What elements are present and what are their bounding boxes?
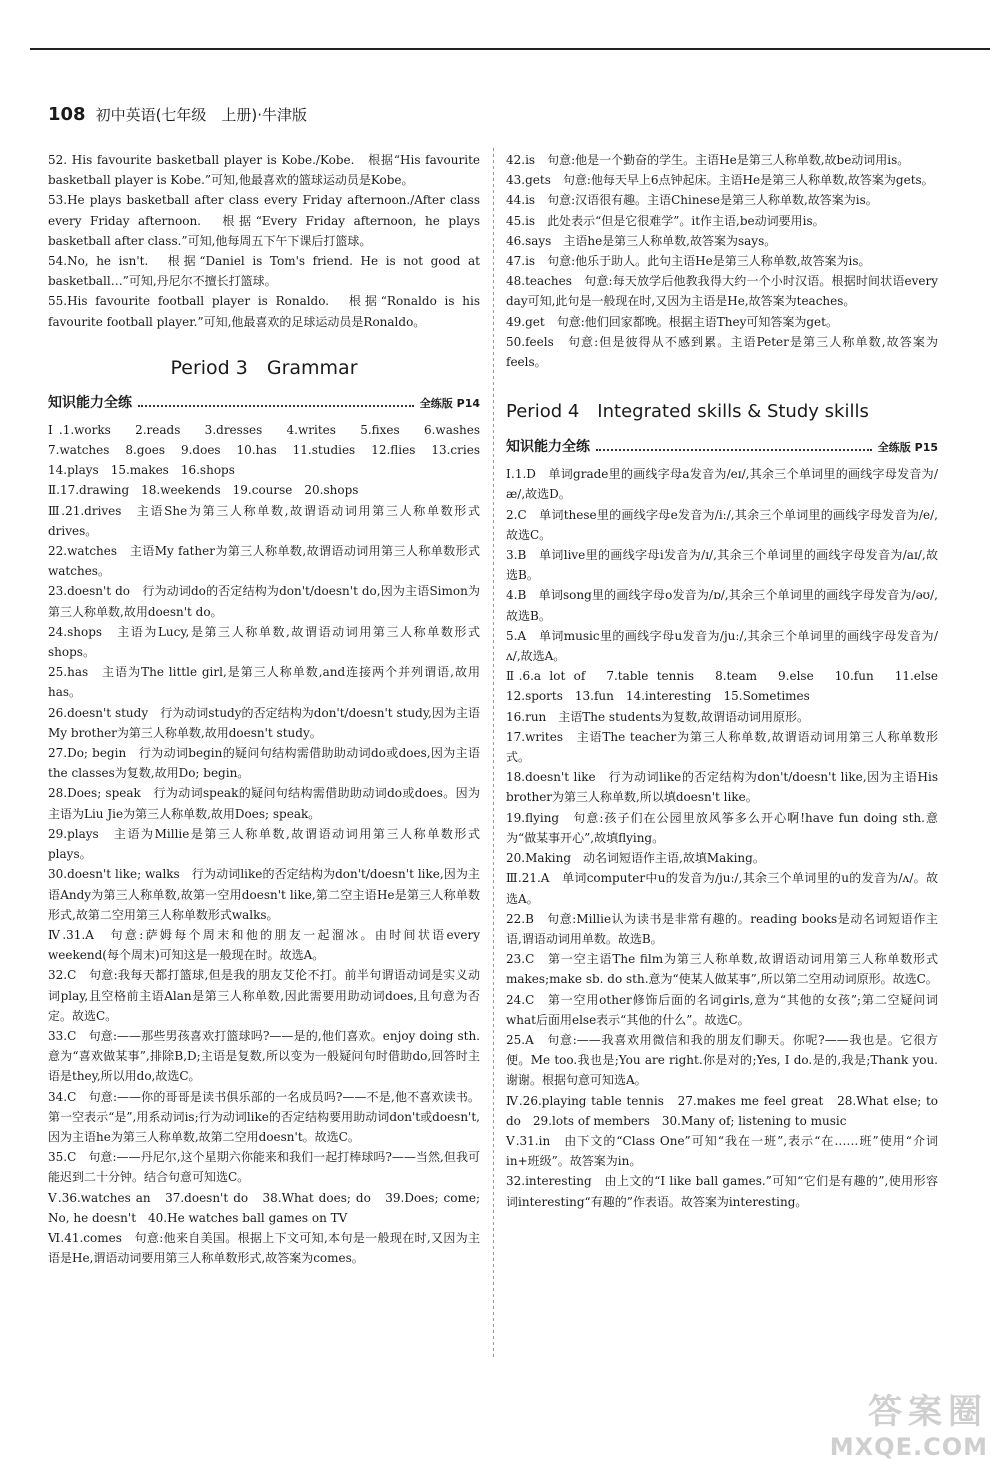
dotted-leader	[596, 439, 872, 451]
answer-paragraph: 25.has 主语为The little girl,是第三人称单数,and连接两个并列谓语,故用has。	[48, 665, 480, 700]
answer-paragraph: 35.C 句意:——丹尼尔,这个星期六你能来和我们一起打棒球吗?——当然,但我可能迟到二十分钟。结合句意可知选C。	[48, 1150, 480, 1185]
answer-paragraph: 53.He plays basketball after class every Friday afternoon./After class every Friday afternoon. 根据“Every Friday afternoon, he plays basketball after class.”可知,他每周五下午下课后打篮球。	[48, 193, 480, 248]
answer-paragraph: 50.feels 句意:但是彼得从不感到累。主语Peter是第三人称单数,故答案为feels。	[506, 334, 938, 370]
period-heading: Period 4 Integrated skills & Study skills	[506, 401, 869, 423]
answer-paragraph: 43.gets 句意:他每天早上6点钟起床。主语He是第三人称单数,故答案为gets。	[506, 173, 934, 188]
answer-paragraph: 23.doesn't do 行为动词do的否定结构为don't/doesn't do,因为主语Simon为第三人称单数,故用doesn't do。	[48, 584, 480, 619]
answer-paragraph: Ⅰ.1.D 单词grade里的画线字母a发音为/eɪ/,其余三个单词里的画线字母发音为/æ/,故选D。	[506, 467, 938, 502]
answer-paragraph: 24.C 第一空用other修饰后面的名词girls,意为“其他的女孩”;第二空疑问词what后面用else表示“其他的什么”。故选C。	[506, 992, 938, 1027]
answer-paragraph: Ⅳ.31.A 句意:萨姆每个周末和他的朋友一起溜冰。由时间状语every weekend(每个周末)可知这是一般现在时。故选A。	[48, 927, 480, 963]
answer-paragraph: 19.flying 句意:孩子们在公园里放风筝多么开心啊!have fun doing sth.意为“做某事开心”,故填flying。	[506, 810, 938, 845]
answer-paragraph: 4.B 单词song里的画线字母o发音为/ɒ/,其余三个单词里的画线字母发音为/əʊ/,故选B。	[506, 588, 938, 623]
answer-paragraph: 54.No, he isn't. 根据“Daniel is Tom's friend. He is not good at basketball…”可知,丹尼尔不擅长打篮球。	[48, 254, 480, 289]
answer-paragraph: 16.run 主语The students为复数,故谓语动词用原形。	[506, 709, 809, 724]
answer-paragraph: Ⅳ.26.playing table tennis 27.makes me feel great 28.What else; to do 29.lots of members 30.Many of; listening to music	[506, 1093, 938, 1128]
answer-paragraph: Ⅰ.1.works 2.reads 3.dresses 4.writes 5.fixes 6.washes 7.watches 8.goes 9.does 10.has 11.studies 12.flies 13.cries 14.plays 15.makes 16.shops	[48, 422, 493, 478]
right-answers	[506, 464, 951, 1212]
answer-paragraph: 47.is 句意:他乐于助人。此句主语He是第三人称单数,故答案为is。	[506, 254, 871, 269]
answer-paragraph: Ⅴ.31.in 由下文的“Class One”可知“我在一班”,表示“在……班”使用“介词in+班级”。故答案为in。	[506, 1133, 938, 1169]
answer-paragraph: 48.teaches 句意:每天放学后他教我得大约一个小时汉语。根据时间状语every day可知,此句是一般现在时,又因为主语是He,故答案为teaches。	[506, 274, 938, 309]
answer-paragraph: 3.B 单词live里的画线字母i发音为/ɪ/,其余三个单词里的画线字母发音为/aɪ/,故选B。	[506, 548, 938, 583]
period-heading: Period 3 Grammar	[170, 356, 358, 379]
answer-paragraph: 18.doesn't like 行为动词like的否定结构为don't/doesn't like,因为主语His brother为第三人称单数,所以填doesn't like。	[506, 770, 938, 805]
watermark-url: MXQE.COM	[829, 1433, 988, 1461]
watermark-logo-text: 答案圈	[868, 1392, 988, 1432]
answer-paragraph: Ⅱ.6.a lot of 7.table tennis 8.team 9.else 10.fun 11.else 12.sports 13.fun 14.interesting 15.Sometimes	[506, 669, 951, 704]
answer-paragraph: 32.C 句意:我每天都打篮球,但是我的朋友艾伦不打。前半句谓语动词是实义动词play,且空格前主语Alan是第三人称单数,因此需要用助动词does,且句意为否定。故选C。	[48, 968, 480, 1023]
answer-paragraph: 26.doesn't study 行为动词study的否定结构为don't/doesn't study,因为主语My brother为第三人称单数,故用doesn't study。	[48, 705, 480, 740]
answer-paragraph: 27.Do; begin 行为动词begin的疑问句结构需借助助动词do或does,因为主语the classes为复数,故用Do; begin。	[48, 746, 480, 781]
section-title: 知识能力全练	[506, 439, 590, 456]
right-column	[506, 150, 951, 1212]
answer-paragraph: 55.His favourite football player is Ronaldo. 根据“Ronaldo is his favourite football player.”可知,他最喜欢的足球运动员是Ronaldo。	[48, 294, 480, 329]
answer-paragraph: 52. His favourite basketball player is Kobe./Kobe. 根据“His favourite basketball player is Kobe.”可知,他最喜欢的篮球运动员是Kobe。	[48, 153, 480, 188]
answer-paragraph: 29.plays 主语为Millie是第三人称单数,故谓语动词用第三人称单数形式plays。	[48, 826, 480, 862]
section-header	[48, 392, 480, 420]
answer-paragraph: 28.Does; speak 行为动词speak的疑问句结构需借助助动词do或does。因为主语为Liu Jie为第三人称单数,故用Does; speak。	[48, 786, 480, 821]
answer-paragraph: 20.Making 动名词短语作主语,故填Making。	[506, 851, 765, 866]
answer-paragraph: Ⅲ.21.A 单词computer中u的发音为/juː/,其余三个单词里的u的发音为/ʌ/。故选A。	[506, 871, 938, 906]
answer-paragraph: 2.C 单词these里的画线字母e发音为/iː/,其余三个单词里的画线字母发音为/e/,故选C。	[506, 507, 938, 542]
answer-paragraph: 24.shops 主语为Lucy,是第三人称单数,故谓语动词用第三人称单数形式shops。	[48, 624, 480, 660]
left-answers	[48, 420, 493, 1269]
answer-paragraph: 42.is 句意:他是一个勤奋的学生。主语He是第三人称单数,故be动词用is。	[506, 153, 910, 167]
answer-paragraph: 30.doesn't like; walks 行为动词like的否定结构为don't/doesn't like,因为主语Andy为第三人称单数,故第一空用doesn't like,第二空主语He是第三人称单数形式,故第二空用第三人称单数形式walks。	[48, 867, 480, 922]
answer-paragraph: 46.says 主语he是第三人称单数,故答案为says。	[506, 233, 777, 248]
dotted-leader	[138, 395, 414, 407]
answer-paragraph: 45.is 此处表示“但是它很难学”。it作主语,be动词要用is。	[506, 213, 825, 228]
answer-paragraph: 32.interesting 由上文的“I like ball games.”可知“它们是有趣的”,使用形容词interesting“有趣的”作表语。故答案为interesting。	[506, 1174, 938, 1209]
column-divider	[493, 148, 494, 1358]
section-title: 知识能力全练	[48, 394, 132, 411]
answer-paragraph: Ⅴ.36.watches an 37.doesn't do 38.What does; do 39.Does; come; No, he doesn't 40.He watches ball games on TV	[48, 1190, 480, 1225]
right-answers-top	[506, 150, 938, 372]
page-number: 108	[48, 104, 86, 125]
answer-paragraph: 25.A 句意:——我喜欢用微信和我的朋友们聊天。你呢?——我也是。它很方便。Me too.我也是;You are right.你是对的;Yes, I do.是的,我是;Thank you.谢谢。根据句意可知选A。	[506, 1032, 938, 1088]
answer-paragraph: 22.watches 主语My father为第三人称单数,故谓语动词用第三人称单数形式watches。	[48, 544, 480, 579]
answer-paragraph: Ⅵ.41.comes 句意:他来自美国。根据上下文可知,本句是一般现在时,又因为主语是He,谓语动词要用第三人称单数形式,故答案为comes。	[48, 1230, 480, 1266]
header-rule	[30, 48, 990, 50]
section-header	[506, 436, 938, 464]
left-column	[48, 150, 493, 1268]
answer-paragraph: 33.C 句意:——那些男孩喜欢打篮球吗?——是的,他们喜欢。enjoy doing sth.意为“喜欢做某事”,排除B,D;主语是复数,所以变为一般疑问句时借助do,回答时主语是they,所以用do,故选C。	[48, 1028, 480, 1084]
answer-paragraph: 17.writes 主语The teacher为第三人称单数,故谓语动词用第三人称单数形式。	[506, 729, 938, 765]
answer-paragraph: Ⅲ.21.drives 主语She为第三人称单数,故谓语动词用第三人称单数形式drives。	[48, 503, 480, 538]
section-ref: 全练版 P15	[877, 441, 938, 455]
watermark	[830, 1384, 988, 1461]
answer-paragraph: 49.get 句意:他们回家都晚。根据主语They可知答案为get。	[506, 314, 838, 329]
answer-paragraph: 23.C 第一空主语The film为第三人称单数,故谓语动词用第三人称单数形式makes;make sb. do sth.意为“使某人做某事”,所以第二空用动词原形。故选C。	[506, 952, 938, 987]
answer-paragraph: 22.B 句意:Millie认为读书是非常有趣的。reading books是动名词短语作主语,谓语动词用单数。故选B。	[506, 911, 938, 946]
section-ref: 全练版 P14	[419, 396, 480, 410]
left-answers-top	[48, 150, 480, 332]
book-title: 初中英语(七年级 上册)·牛津版	[95, 106, 308, 124]
answer-paragraph: 34.C 句意:——你的哥哥是读书俱乐部的一名成员吗?——不是,他不喜欢读书。第一空表示“是”,用系动词is;行为动词like的否定结构要用助动词don't或doesn't,因为主语he为第三人称单数,故第二空用doesn't。故选C。	[48, 1089, 480, 1144]
page-header	[48, 104, 307, 125]
answer-paragraph: Ⅱ.17.drawing 18.weekends 19.course 20.shops	[48, 483, 359, 498]
answer-paragraph: 5.A 单词music里的画线字母u发音为/juː/,其余三个单词里的画线字母发音为/ʌ/,故选A。	[506, 628, 938, 664]
answer-paragraph: 44.is 句意:汉语很有趣。主语Chinese是第三人称单数,故答案为is。	[506, 193, 878, 208]
